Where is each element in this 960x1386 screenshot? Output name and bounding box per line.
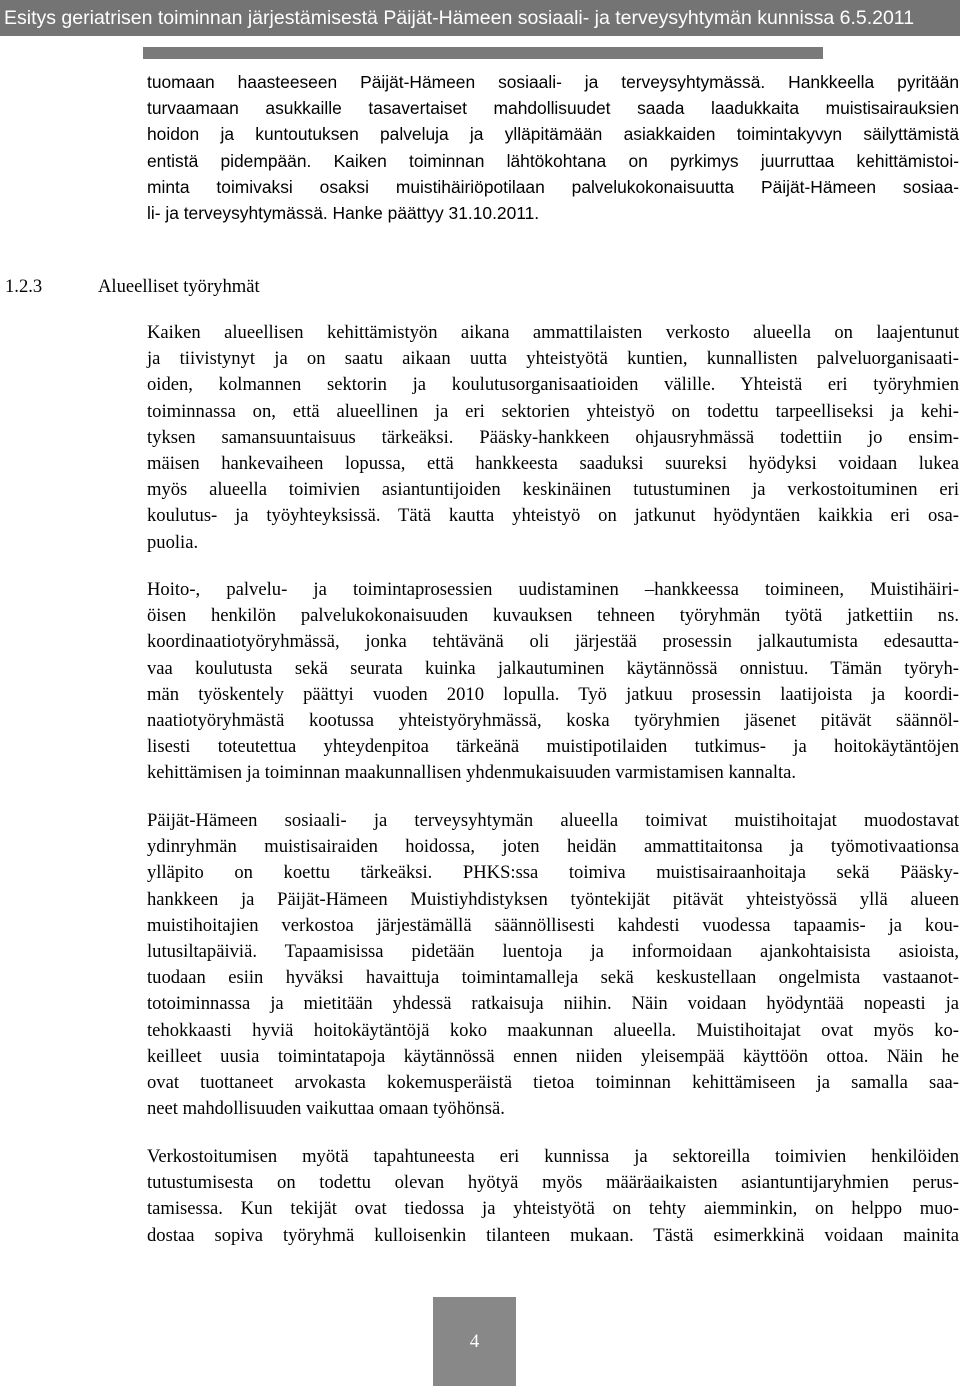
text-line: tehokkaasti hyviä hoitokäytäntöjä koko maakunnan alueella. Muistihoitajat ovat myös ko- xyxy=(147,1019,959,1041)
text-line: toiminnassa on, että alueellinen ja eri sektorien yhteistyö on todettu tarpeelliseksi ja kehi- xyxy=(147,400,959,422)
text-line: tamisessa. Kun tekijät ovat tiedossa ja yhteistyötä on tehty aiemminkin, on helppo muo- xyxy=(147,1198,959,1220)
section-title: Alueelliset työryhmät xyxy=(98,276,260,297)
text-line: muistihoitajien verkostoa järjestämällä säännöllisesti kahdesti vuodessa tapaamis- ja kou- xyxy=(147,914,959,936)
text-line: totoiminnassa ja mietitään yhdessä ratkaisuja niihin. Näin voidaan hyödyntää nopeasti ja xyxy=(147,993,959,1015)
document-header-bar xyxy=(0,0,960,36)
text-line: Hoito-, palvelu- ja toimintaprosessien uudistaminen –hankkeessa toimineen, Muistihäiri- xyxy=(147,579,959,600)
text-line: mäisen hankevaiheen lopussa, että hankkeesta saaduksi suureksi hyödyksi voidaan lukea xyxy=(147,453,959,475)
text-line: ydinryhmän muistisairaiden hoidossa, joten heidän ammattitaitonsa ja työmotivaationsa xyxy=(147,836,959,858)
body-paragraph-4 xyxy=(147,1144,959,1249)
section-heading xyxy=(0,273,960,301)
text-line: hankkeen ja Päijät-Hämeen Muistiyhdistyksen työntekijät pitävät yhteistyössä yllä alueen xyxy=(147,888,959,910)
page-number-box xyxy=(433,1297,516,1386)
text-line: ylläpito on koettu tärkeäksi. PHKS:ssa toimiva muistisairaanhoitaja sekä Pääsky- xyxy=(147,862,959,884)
text-line: lisesti toteutettua yhteydenpitoa tärkeänä muistipotilaiden tutkimus- ja hoitokäytäntöjen xyxy=(147,736,959,758)
text-line: vaa koulutusta sekä seurata kuinka jalkautuminen käytännössä onnistuu. Tämän työryh- xyxy=(147,657,959,679)
text-line: puolia. xyxy=(147,531,199,553)
text-line: dostaa sopiva työryhmä kulloisenkin tilanteen mukaan. Tästä esimerkkinä voidaan mainita xyxy=(147,1224,959,1246)
text-line: Verkostoitumisen myötä tapahtuneesta eri kunnissa ja sektoreilla toimivien henkilöiden xyxy=(147,1146,959,1167)
text-line: entistä pidempään. Kaiken toiminnan lähtökohtana on pyrkimys juurruttaa kehittämistoi- xyxy=(147,150,959,171)
body-paragraph-2 xyxy=(147,577,959,787)
text-line: lutusiltapäiviä. Tapaamisissa pidetään luentoja ja informoidaan ajankohtaisista asioista, xyxy=(147,941,959,963)
text-line: li- ja terveysyhtymässä. Hanke päättyy 31.10.2011. xyxy=(147,203,540,224)
document-header-title: Esitys geriatrisen toiminnan järjestämisestä Päijät-Hämeen sosiaali- ja terveysyhtymän kunnissa 6.5.2011 xyxy=(4,7,915,29)
intro-paragraph xyxy=(147,69,959,226)
text-line: kehittämisen ja toiminnan maakunnallisen yhdenmukaisuuden varmistamisen kannalta. xyxy=(147,762,797,784)
text-line: ovat tuottaneet arvokasta kokemusperäistä tietoa toiminnan kehittämiseen ja samalla saa- xyxy=(147,1072,959,1094)
text-line: minta toimivaksi osaksi muistihäiriöpotilaan palvelukokonaisuutta Päijät-Hämeen sosiaa- xyxy=(147,176,959,197)
text-line: koordinaatiotyöryhmässä, jonka tehtävänä oli järjestää prosessin jalkautumista edesautta- xyxy=(147,631,959,653)
text-line: hoidon ja kuntoutuksen palveluja ja ylläpitämään asiakkaiden toimintakyvyn säilyttämistä xyxy=(147,124,959,145)
body-paragraph-3 xyxy=(147,808,959,1122)
text-line: keilleet uusia toimintatapoja käytännössä ennen niiden yleisempää käyttöön ottoa. Näin he xyxy=(147,1045,959,1067)
text-line: tyksen samansuuntaisuus tärkeäksi. Pääsky-hankkeen ohjausryhmässä todettiin jo ensim- xyxy=(147,426,959,448)
text-line: oiden, kolmannen sektorin ja koulutusorganisaatioiden välille. Yhteistä eri työryhmien xyxy=(147,374,959,396)
text-line: turvaamaan asukkaille tasavertaiset mahdollisuudet saada laadukkaita muistisairauksien xyxy=(147,98,959,119)
text-line: myös alueella toimivien asiantuntijoiden keskinäinen tutustuminen ja verkostoituminen eri xyxy=(147,479,959,501)
text-line: naatiotyöryhmästä kootussa yhteistyöryhmässä, koska työryhmien jäsenet pitävät säännöl- xyxy=(147,710,959,732)
text-line: Kaiken alueellisen kehittämistyön aikana ammattilaisten verkosto alueella on laajentunut xyxy=(147,322,959,343)
text-line: koulutus- ja työyhteyksissä. Tätä kautta yhteistyö on jatkunut hyödyntäen kaikkia eri osa- xyxy=(147,505,959,527)
text-line: tuodaan esiin hyväksi havaittuja toimintamalleja sekä keskustellaan ongelmista vastaanot- xyxy=(147,967,959,989)
section-number: 1.2.3 xyxy=(5,276,43,297)
text-line: öisen henkilön palvelukokonaisuuden kuvauksen tehneen työryhmän työtä jatkettiin ns. xyxy=(147,605,959,627)
text-line: män työskentely päättyi vuoden 2010 lopulla. Työ jatkuu prosessin laatijoista ja koordi- xyxy=(147,683,959,705)
text-line: tuomaan haasteeseen Päijät-Hämeen sosiaali- ja terveysyhtymässä. Hankkeella pyritään xyxy=(147,72,959,92)
text-line: Päijät-Hämeen sosiaali- ja terveysyhtymän alueella toimivat muistihoitajat muodostavat xyxy=(147,810,959,831)
header-divider-rule xyxy=(143,47,823,59)
text-line: neet mahdollisuuden vaikuttaa omaan työhönsä. xyxy=(147,1098,505,1120)
text-line: ja tiivistynyt ja on saatu aikaan uutta yhteistyötä kuntien, kunnallisten palveluorganisaati- xyxy=(147,348,959,370)
page-number: 4 xyxy=(469,1330,480,1352)
body-paragraph-1 xyxy=(147,320,959,556)
text-line: tutustumisesta on todettu olevan hyötyä myös määräaikaisten asiantuntijaryhmien perus- xyxy=(147,1172,959,1194)
